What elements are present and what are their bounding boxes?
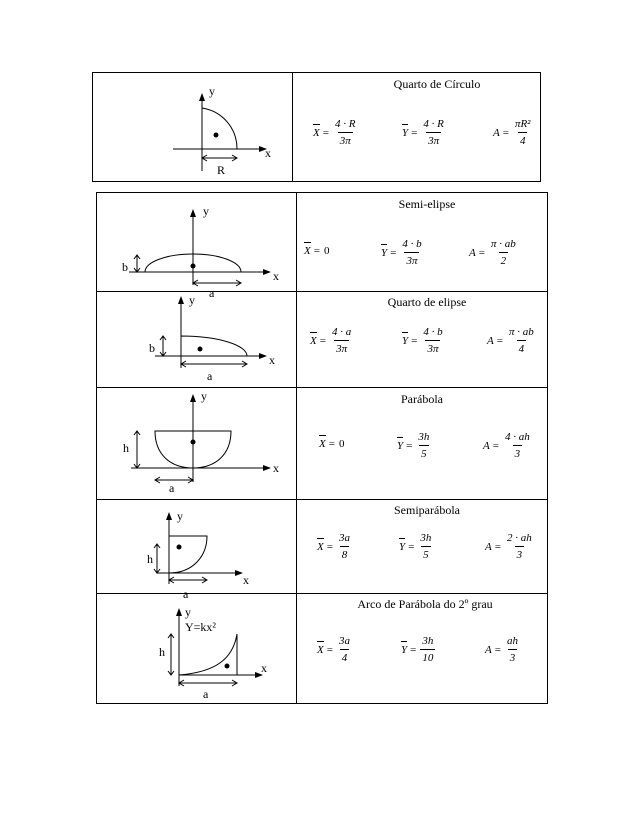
xbar-formula: X = 0 [304,245,329,257]
ybar-denominator: 5 [421,546,431,561]
xbar-value: 0 [323,245,330,257]
area-symbol: A [485,643,492,656]
y-axis-arrow [176,608,182,616]
x-axis-label: x [265,146,271,160]
ybar-formula: Y = $\frac{4 \cdot b}{3\pi}$ [402,326,443,355]
area-denominator: 3 [515,546,525,561]
x-axis-label: x [261,661,267,675]
y-axis-label: y [189,293,195,307]
xbar-numerator: 3a [338,635,350,647]
semiparabola-diagram [97,500,297,601]
radius-label: R [217,163,226,177]
quarter-circle-diagram [93,73,293,181]
area-numerator: 4 · ah [504,431,530,443]
y-axis-arrow [166,512,172,520]
area-denominator: 3 [513,445,523,460]
x-axis-label: x [243,573,249,587]
section-title: Quarto de elipse [387,295,467,309]
a-label: a [203,687,209,701]
centroid-dot [177,545,182,550]
centroid-dot [191,264,196,269]
y-axis-arrow [178,296,184,304]
area-formula: A = $\frac{\pi \cdot ab}{4}$ [487,326,534,355]
area-numerator: πR² [514,118,531,130]
a-label: a [207,369,213,383]
row-semi-elipse [97,193,547,300]
xbar-formula: X = 0 [319,438,344,450]
y-axis-label: y [185,605,191,619]
ybar-denominator: 5 [419,445,429,460]
ybar-formula: Y = $\frac{3h}{10}$ [401,635,434,664]
xbar-symbol: X [313,127,323,139]
x-axis-arrow [263,269,271,275]
ybar-formula: Y = $\frac{3h}{5}$ [399,532,432,561]
ybar-denominator: 3π [426,132,441,147]
table-quarto-circulo [92,72,541,182]
y-axis-label: y [209,84,215,98]
xbar-denominator: 3π [334,340,349,355]
row-semiparabola [97,499,547,601]
xbar-denominator: 3π [338,132,353,147]
xbar-numerator: 3a [338,532,350,544]
b-label: b [122,260,128,274]
area-numerator: π · ab [508,326,534,338]
area-denominator: 4 [518,132,528,147]
a-label: a [209,286,215,300]
parabolic-spandrel-diagram [97,594,297,704]
xbar-numerator: 4 · a [331,326,352,338]
area-symbol: A [483,439,490,452]
ybar-numerator: 3h [418,431,430,443]
figure-quarto-elipse [97,292,297,387]
y-axis-label: y [201,389,207,403]
figure-arco-parabola [97,594,297,703]
area-formula: A = $\frac{\text{πR²}}{4}$ [493,118,531,147]
a-label: a [169,481,175,495]
section-title: Semiparábola [394,503,460,517]
y-axis-label: y [203,204,209,218]
ybar-numerator: 4 · b [423,326,443,338]
area-symbol: A [487,334,494,347]
ybar-denominator: 3π [404,252,419,267]
table-centroids [96,192,548,704]
row-parabola [97,387,547,499]
area-denominator: 2 [499,252,509,267]
parabola-diagram [97,388,297,500]
ybar-formula: Y = $\frac{4 \cdot R}{3\pi}$ [402,118,444,147]
xbar-symbol: X [310,334,317,347]
row-quarto-circulo [93,73,540,181]
xbar-formula: X = $\frac{4 \cdot a}{3\pi}$ [310,326,352,355]
semiparabola-shape [169,536,207,573]
ybar-symbol: Y [381,246,388,259]
x-axis-arrow [235,570,243,576]
ybar-symbol: Y [402,334,409,347]
quarter-circle-shape [202,108,237,149]
quarter-ellipse-shape [181,336,247,356]
y-axis-arrow [199,93,205,101]
ybar-formula: Y = $\frac{4 \cdot b}{3\pi}$ [381,238,422,267]
ybar-symbol: Y [401,643,408,656]
area-denominator: 3 [508,649,518,664]
area-numerator: 2 · ah [506,532,532,544]
area-symbol: A [493,126,500,139]
xbar-symbol: X [319,438,326,450]
h-label: h [123,441,129,455]
figure-parabola [97,388,297,499]
ybar-formula: Y = $\frac{3h}{5}$ [397,431,430,460]
row-arco-parabola [97,593,547,703]
ybar-symbol: Y [399,540,406,553]
area-numerator: ah [506,635,518,647]
ybar-denominator: 3π [425,340,440,355]
centroid-dot [198,347,203,352]
area-formula: A = $\frac{4 \cdot ah}{3}$ [483,431,530,460]
semi-ellipse-diagram [97,193,297,300]
a-label: a [183,587,189,601]
section-title: Arco de Parábola do 2º grau [357,597,493,611]
area-denominator: 4 [517,340,527,355]
xbar-denominator: 8 [340,546,350,561]
xbar-formula: X = $\frac{3a}{8}$ [317,532,350,561]
b-label: b [149,341,155,355]
centroid-dot [191,440,196,445]
ybar-numerator: 4 · R [423,118,444,130]
centroid-dot [225,664,230,669]
x-axis-label: x [273,461,279,475]
h-label: h [147,552,153,566]
figure-quarto-circulo [93,73,293,181]
ybar-symbol: Y [402,127,411,139]
area-formula: A = $\frac{\pi \cdot ab}{2}$ [469,238,516,267]
h-label: h [159,645,165,659]
x-axis-label: x [269,353,275,367]
ybar-numerator: 3h [420,532,432,544]
xbar-symbol: X [317,643,324,656]
y-axis-arrow [190,394,196,402]
figure-semi-elipse [97,193,297,300]
section-title: Parábola [401,392,443,406]
row-quarto-elipse [97,291,547,387]
spandrel-shape [179,634,237,675]
quarter-ellipse-diagram [97,292,297,388]
xbar-formula: X = $\frac{4 \cdot R}{3\pi}$ [313,118,356,147]
area-symbol: A [485,540,492,553]
centroid-dot [214,133,219,138]
figure-semiparabola [97,500,297,601]
area-formula: A = $\frac{2 \cdot ah}{3}$ [485,532,532,561]
xbar-value: 0 [338,438,345,450]
x-axis-label: x [273,269,279,283]
xbar-symbol: X [304,245,311,257]
area-numerator: π · ab [490,238,516,250]
x-axis-arrow [259,353,267,359]
x-axis-arrow [263,465,271,471]
section-title: Semi-elipse [398,197,456,211]
y-axis-arrow [190,209,196,217]
ybar-numerator: 3h [422,635,434,647]
ybar-numerator: 4 · b [402,238,422,250]
curve-equation-label: Y=kx² [185,620,217,634]
section-title: Quarto de Círculo [393,77,481,91]
xbar-symbol: X [317,540,324,553]
ybar-symbol: Y [397,439,404,452]
ybar-denominator: 10 [420,649,435,664]
area-symbol: A [469,246,476,259]
y-axis-label: y [177,509,183,523]
area-formula: A = $\frac{ah}{3}$ [485,635,518,664]
xbar-formula: X = $\frac{3a}{4}$ [317,635,350,664]
xbar-denominator: 4 [340,649,350,664]
xbar-numerator: 4 · R [334,118,356,130]
